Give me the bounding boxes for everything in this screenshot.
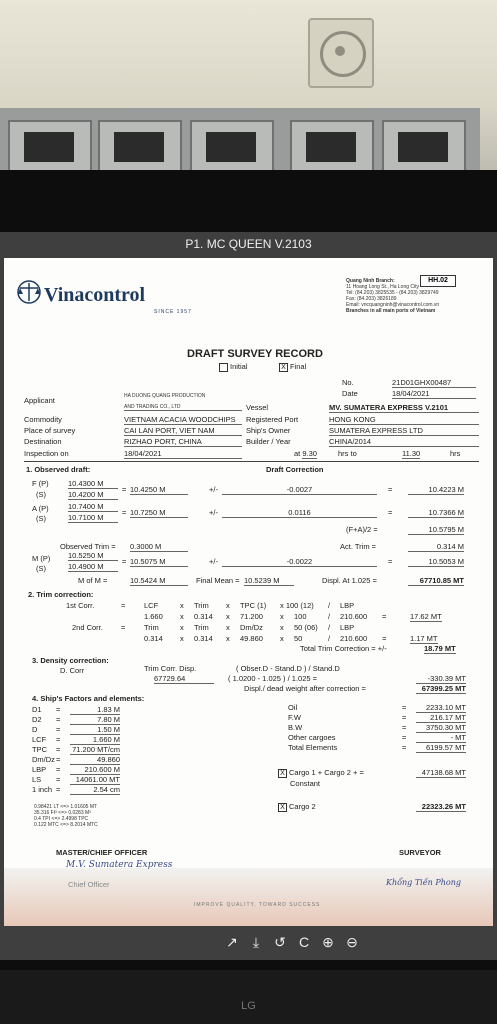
factor-key: Dm/Dz [32, 755, 55, 764]
factor-value: 71.200 MT/cm [70, 745, 120, 755]
pm: +/- [209, 485, 218, 494]
factor-value: 1.83 M [70, 705, 120, 715]
commodity-label: Commodity [24, 415, 62, 424]
trim-h1: LCF x Trim x TPC (1) x 100 (12) / LBP [144, 601, 355, 610]
m-mean: 10.5075 M [130, 557, 188, 567]
zoom-in-icon[interactable]: ⊕ [322, 934, 334, 950]
surveyor-label: SURVEYOR [399, 848, 441, 857]
dcorr-label: D. Corr [60, 666, 85, 675]
factor-eq: = [402, 743, 407, 752]
second-corr-label: 2nd Corr. [72, 623, 103, 632]
page-edge [4, 868, 493, 926]
factor-row [288, 703, 466, 713]
cargo2-row: X Cargo 2 [278, 802, 316, 812]
mofm-value: 10.5424 M [130, 576, 188, 586]
mp-label: M (P) [32, 554, 51, 563]
scales-icon [16, 280, 42, 304]
document-code-stamp: HH.02 [420, 275, 456, 287]
download-icon[interactable]: ⤓ [252, 934, 260, 950]
factor-row [32, 775, 120, 785]
monitor-brand-logo: LG [241, 1000, 256, 1012]
dest-label: Destination [24, 437, 62, 446]
share-icon[interactable]: ↗ [226, 934, 238, 950]
at-label: at 9.30 [294, 449, 317, 458]
vessel-value: MV. SUMATERA EXPRESS V.2101 [329, 403, 479, 413]
fs-value: 10.4200 M [68, 490, 118, 500]
as-label: (S) [36, 514, 46, 523]
date-label: Date [342, 389, 358, 398]
factor-eq: = [56, 745, 61, 754]
factor-value: 6199.57 MT [416, 743, 466, 753]
a-mean: 10.7250 M [130, 508, 188, 518]
cabinet-door [382, 120, 466, 174]
eq: = [122, 485, 127, 494]
place-value: CAI LAN PORT, VIET NAM [124, 426, 242, 436]
insp-value: 18/04/2021 [124, 449, 242, 459]
factor-row [32, 765, 120, 775]
dest-value: RIZHAO PORT, CHINA [124, 437, 242, 447]
factor-row [32, 735, 120, 745]
motto: IMPROVE QUALITY, TOWARD SUCCESS [194, 902, 321, 908]
final-checkbox: X Final [279, 362, 306, 372]
ventilation-fan [308, 18, 374, 88]
after-value: 67399.25 MT [416, 684, 466, 694]
place-label: Place of survey [24, 426, 76, 435]
fp-value: 10.4300 M [68, 479, 118, 489]
factor-value: 2.54 cm [70, 785, 120, 795]
factor-row [288, 733, 466, 743]
eq: = [122, 557, 127, 566]
fp-label: F (P) [32, 479, 49, 488]
logo-since: SINCE 1957 [154, 309, 192, 315]
constant-label: Constant [290, 779, 321, 788]
factor-eq: = [56, 715, 61, 724]
act-trim-label: Act. Trim = [340, 542, 377, 551]
applicant-value-2: AND TRADING CO., LTD [124, 404, 242, 411]
trim-r2: 0.314 x 0.314 x 49.860 x 50 / 210.600 = 1.17 MT [144, 634, 438, 643]
factor-value: - MT [416, 733, 466, 743]
density-formula-head: ( Obser.D - Stand.D ) / Stand.D [236, 664, 340, 673]
factor-value: 1.660 M [70, 735, 120, 745]
factor-key: Oil [288, 703, 298, 712]
factor-row [32, 715, 120, 725]
eq: = [121, 601, 126, 610]
trim-total-value: 18.79 MT [424, 644, 456, 653]
master-label: MASTER/CHIEF OFFICER [56, 848, 148, 857]
factors-left-list [32, 705, 120, 795]
eq: = [121, 623, 126, 632]
correction-heading: Draft Correction [266, 465, 324, 474]
observed-heading: 1. Observed draft: [26, 465, 91, 474]
builder-value: CHINA/2014 [329, 437, 479, 447]
f-corr: -0.0027 [222, 485, 377, 495]
date-value: 18/04/2021 [392, 389, 476, 399]
cabinet-door [8, 120, 92, 174]
factor-key: Other cargoes [288, 733, 336, 742]
factor-key: TPC [32, 745, 47, 754]
factors-heading: 4. Ship's Factors and elements: [32, 694, 145, 703]
ap-value: 10.7400 M [68, 502, 118, 512]
eq: = [388, 508, 393, 517]
obs-trim-value: 0.3000 M [130, 542, 188, 552]
cabinet-door [190, 120, 274, 174]
factor-eq: = [402, 723, 407, 732]
final-mean-label: Final Mean = [196, 576, 240, 585]
reg-port-label: Registered Port [246, 415, 299, 424]
to-value: 11.30 [402, 449, 421, 458]
pm: +/- [209, 508, 218, 517]
ms-label: (S) [36, 564, 46, 573]
act-trim-value: 0.314 M [408, 542, 464, 552]
factor-value: 49.860 [70, 755, 120, 765]
trim-total-label: Total Trim Correction = +/- [300, 644, 387, 653]
cabinet-door [98, 120, 182, 174]
fa2-value: 10.5795 M [408, 525, 464, 535]
branch-info: Quang Ninh Branch: 11 Hoang Long St., Ha Long City Tel: (84.203) 3825535 - (84.203) 3829749 Fax: (84.203) 3826189 Email: vncquangninh@vinacontrol.com.vn Branches in all main ports of Vietnam [346, 278, 440, 314]
fs-label: (S) [36, 490, 46, 499]
reg-port-value: HONG KONG [329, 415, 479, 425]
factor-eq: = [402, 713, 407, 722]
owner-value: SUMATERA EXPRESS LTD [329, 426, 479, 436]
factor-eq: = [56, 735, 61, 744]
factor-key: D [32, 725, 38, 734]
cargo2-value: 22323.26 MT [416, 802, 466, 812]
applicant-value-1: HA DUONG QUANG PRODUCTION [124, 393, 206, 399]
factor-key: Total Elements [288, 743, 338, 752]
final-mean-value: 10.5239 M [244, 576, 294, 586]
factor-row [32, 755, 120, 765]
fa2-label: (F+A)/2 = [346, 525, 378, 534]
zoom-out-icon[interactable]: ⊖ [346, 934, 358, 950]
eq: = [122, 508, 127, 517]
mofm-label: M of M = [78, 576, 108, 585]
disp-value: 67729.64 [154, 674, 214, 684]
displ-label: Displ. At 1.025 = [322, 576, 377, 585]
eq: = [388, 557, 393, 566]
factor-key: D2 [32, 715, 42, 724]
after-label: Displ./ dead weight after correction = [244, 684, 366, 693]
disp-label: Trim Corr. Disp. [144, 664, 197, 673]
f-result: 10.4223 M [408, 485, 464, 495]
factor-value: 14061.00 MT [70, 775, 120, 785]
vinacontrol-logo [16, 280, 42, 306]
factor-value: 7.80 M [70, 715, 120, 725]
density-heading: 3. Density correction: [32, 656, 109, 665]
doc-title: DRAFT SURVEY RECORD [187, 348, 323, 360]
factor-row [32, 745, 120, 755]
initial-checkbox: Initial [219, 362, 248, 372]
ap-label: A (P) [32, 504, 49, 513]
factor-key: LCF [32, 735, 47, 744]
trim-r1: 1.660 x 0.314 x 71.200 x 100 / 210.600 = 17.62 MT [144, 612, 442, 621]
factor-eq: = [56, 755, 61, 764]
factor-key: B.W [288, 723, 303, 732]
factor-row [288, 743, 466, 753]
displ-value: 67710.85 MT [408, 576, 464, 586]
m-corr: -0.0022 [222, 557, 377, 567]
trim-h2: Trim x Trim x Dm/Dz x 50 (06) / LBP [144, 623, 355, 632]
insp-label: Inspection on [24, 449, 69, 458]
window-title: P1. MC QUEEN V.2103 [185, 237, 312, 251]
factor-row [32, 785, 120, 795]
vessel-label: Vessel [246, 403, 269, 412]
factor-key: F.W [288, 713, 301, 722]
viewer-toolbar [220, 934, 390, 954]
factor-row [288, 713, 466, 723]
hrs-label: hrs [450, 449, 461, 458]
factor-eq: = [402, 703, 407, 712]
cargo12-value: 47138.68 MT [416, 768, 466, 778]
factor-eq: = [56, 725, 61, 734]
factor-value: 2233.10 MT [416, 703, 466, 713]
cabinet-door [290, 120, 374, 174]
factor-key: LBP [32, 765, 47, 774]
master-signature: M.V. Sumatera Express [66, 860, 173, 870]
factor-eq: = [56, 705, 61, 714]
draft-survey-document [4, 258, 493, 926]
chief-officer-label: Chief Officer [68, 880, 110, 889]
factor-eq: = [56, 775, 61, 784]
mp-value: 10.5250 M [68, 551, 118, 561]
factor-eq: = [402, 733, 407, 742]
surveyor-signature: Khổng Tiến Phong [386, 878, 461, 887]
factor-value: 3750.30 MT [416, 723, 466, 733]
factor-eq: = [56, 765, 61, 774]
logo-text: Vinacontrol [44, 284, 146, 306]
builder-label: Builder / Year [246, 437, 291, 446]
factor-eq: = [56, 785, 61, 794]
density-formula-values: ( 1.0200 - 1.025 ) / 1.025 = [228, 674, 318, 683]
no-value: 21D01GHX00487 [392, 378, 476, 388]
applicant-label: Applicant [24, 396, 55, 405]
as-value: 10.7100 M [68, 513, 118, 523]
pm: +/- [209, 557, 218, 566]
a-result: 10.7366 M [408, 508, 464, 518]
factor-key: D1 [32, 705, 42, 714]
hrs-to: hrs to [338, 449, 357, 458]
factor-value: 210.600 M [70, 765, 120, 775]
eq: = [388, 485, 393, 494]
owner-label: Ship's Owner [246, 426, 291, 435]
rotate-icon[interactable]: ↺ [274, 934, 286, 950]
m-result: 10.5053 M [408, 557, 464, 567]
cargo12-row: X Cargo 1 + Cargo 2 + = [278, 768, 364, 778]
obs-trim-label: Observed Trim = [60, 542, 116, 551]
commodity-value: VIETNAM ACACIA WOODCHIPS [124, 415, 242, 425]
density-result: -330.39 MT [416, 674, 466, 684]
factor-row [32, 705, 120, 715]
trim-heading: 2. Trim correction: [28, 590, 94, 599]
a-corr: 0.0116 [222, 508, 377, 518]
first-corr-label: 1st Corr. [66, 601, 95, 610]
factors-right-list [288, 703, 466, 753]
factor-row [288, 723, 466, 733]
factor-value: 216.17 MT [416, 713, 466, 723]
factor-key: LS [32, 775, 42, 784]
no-label: No. [342, 378, 354, 387]
ms-value: 10.4900 M [68, 562, 118, 572]
f-mean: 10.4250 M [130, 485, 188, 495]
refresh-icon[interactable]: C [298, 934, 310, 950]
factor-row [32, 725, 120, 735]
factor-key: 1 inch [32, 785, 53, 794]
conversion-notes: 0.98421 LT <=> 1.01605 MT 35.316 Ft³ <=> 0.0283 M³ 0.4 TPI <=> 2.4998 TPC 0.122 MTC <=> 8.2014 MTC [34, 804, 98, 828]
factor-value: 1.50 M [70, 725, 120, 735]
